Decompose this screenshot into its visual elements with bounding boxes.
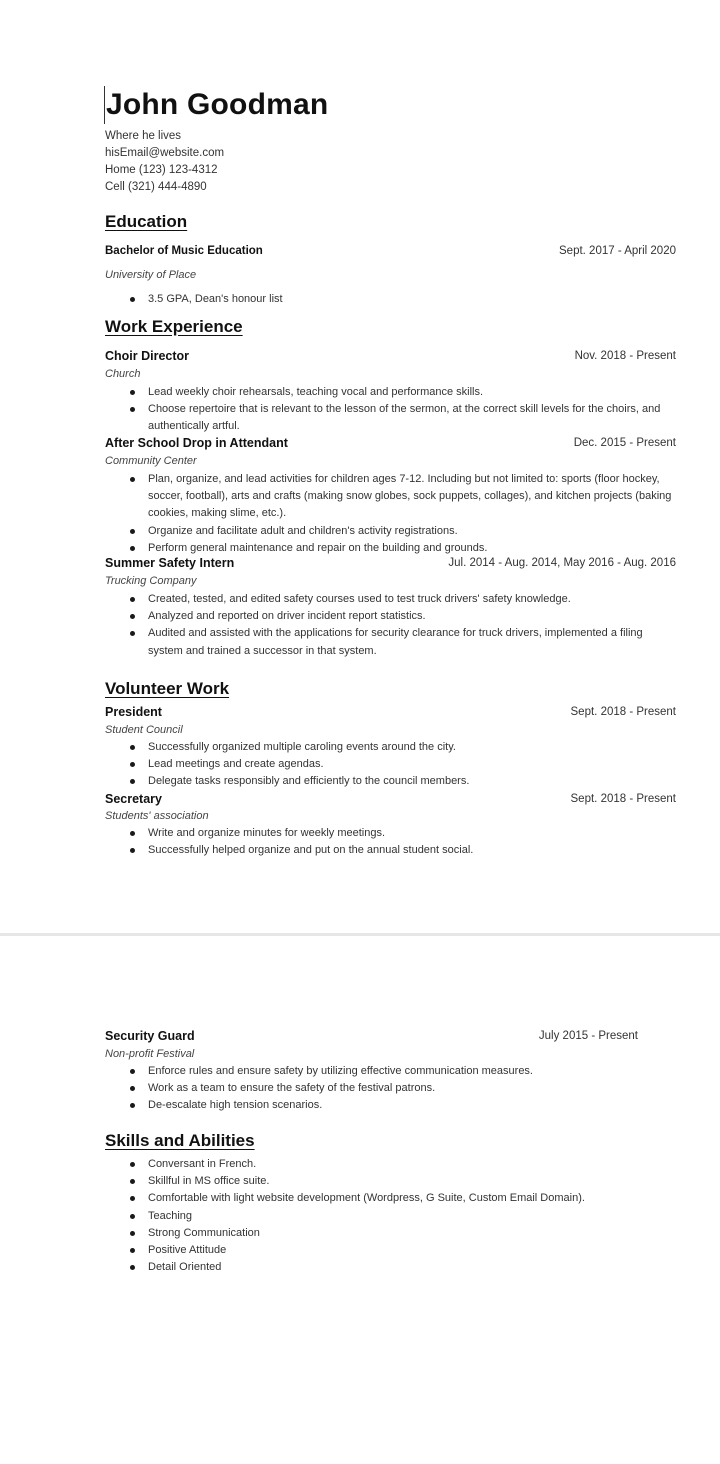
education-school[interactable]: University of Place xyxy=(105,269,197,281)
job-title-summer-safety-intern[interactable]: Summer Safety Intern xyxy=(105,556,235,570)
resume-page-2 xyxy=(0,936,720,1464)
job-org-security-guard[interactable]: Non-profit Festival xyxy=(105,1048,195,1060)
contact-cell-phone[interactable]: Cell (321) 444-4890 xyxy=(105,181,207,193)
skills-bullets xyxy=(128,1156,688,1276)
list-item[interactable]: Analyzed and reported on driver incident report statistics. xyxy=(128,608,658,625)
list-item[interactable]: Lead meetings and create agendas. xyxy=(128,756,676,773)
job-bullets-after-school-attendant xyxy=(128,471,676,557)
section-title-skills[interactable]: Skills and Abilities xyxy=(105,1131,255,1150)
education-dates[interactable]: Sept. 2017 - April 2020 xyxy=(559,245,676,257)
job-org-after-school-attendant[interactable]: Community Center xyxy=(105,455,197,467)
section-title-education[interactable]: Education xyxy=(105,212,188,231)
job-title-president[interactable]: President xyxy=(105,705,162,719)
job-org-secretary[interactable]: Students' association xyxy=(105,810,209,822)
job-dates-summer-safety-intern[interactable]: Jul. 2014 - Aug. 2014, May 2016 - Aug. 2016 xyxy=(448,557,676,569)
job-org-summer-safety-intern[interactable]: Trucking Company xyxy=(105,575,197,587)
education-bullets xyxy=(128,291,283,308)
list-item[interactable]: Enforce rules and ensure safety by utilizing effective communication measures. xyxy=(128,1063,676,1080)
job-bullets-secretary xyxy=(128,825,676,859)
list-item[interactable]: Skillful in MS office suite. xyxy=(128,1173,688,1190)
list-item[interactable]: Organize and facilitate adult and children's activity registrations. xyxy=(128,523,676,540)
list-item[interactable]: Plan, organize, and lead activities for children ages 7-12. Including but not limited to: sports (floor hockey, soccer, football), arts and crafts (making snow globes, sock puppets, collages), and kitchen projects (baking cookies, making slime, etc.). xyxy=(128,471,676,523)
contact-email[interactable]: hisEmail@website.com xyxy=(105,147,225,159)
job-dates-after-school-attendant[interactable]: Dec. 2015 - Present xyxy=(573,437,676,449)
job-title-security-guard[interactable]: Security Guard xyxy=(105,1029,195,1043)
job-bullets-security-guard xyxy=(128,1063,676,1115)
job-bullets-president xyxy=(128,739,676,791)
education-degree[interactable]: Bachelor of Music Education xyxy=(105,245,263,257)
list-item[interactable]: Successfully helped organize and put on the annual student social. xyxy=(128,842,676,859)
list-item[interactable]: Choose repertoire that is relevant to the lesson of the sermon, at the correct skill levels for the choirs, and authentically artful. xyxy=(128,401,676,435)
list-item[interactable]: Created, tested, and edited safety courses used to test truck drivers' safety knowledge. xyxy=(128,591,658,608)
list-item[interactable]: Conversant in French. xyxy=(128,1156,688,1173)
list-item[interactable]: Comfortable with light website development (Wordpress, G Suite, Custom Email Domain). xyxy=(128,1190,688,1207)
job-dates-security-guard[interactable]: July 2015 - Present xyxy=(538,1030,638,1042)
job-org-president[interactable]: Student Council xyxy=(105,724,183,736)
job-bullets-summer-safety-intern xyxy=(128,591,658,660)
list-item[interactable]: Write and organize minutes for weekly meetings. xyxy=(128,825,676,842)
list-item[interactable]: Successfully organized multiple caroling events around the city. xyxy=(128,739,676,756)
job-bullets-choir-director xyxy=(128,384,676,436)
list-item[interactable]: Work as a team to ensure the safety of the festival patrons. xyxy=(128,1080,676,1097)
contact-home-phone[interactable]: Home (123) 123-4312 xyxy=(105,164,218,176)
candidate-name[interactable]: John Goodman xyxy=(106,88,329,121)
list-item[interactable]: Delegate tasks responsibly and efficiently to the council members. xyxy=(128,773,676,790)
section-title-volunteer-work[interactable]: Volunteer Work xyxy=(105,679,230,698)
list-item[interactable]: Positive Attitude xyxy=(128,1242,688,1259)
list-item[interactable]: Strong Communication xyxy=(128,1225,688,1242)
list-item[interactable]: Audited and assisted with the applications for security clearance for truck drivers, implemented a filing system and trained a successor in that system. xyxy=(128,625,658,659)
job-org-choir-director[interactable]: Church xyxy=(105,368,141,380)
section-title-work-experience[interactable]: Work Experience xyxy=(105,317,243,336)
list-item[interactable]: Detail Oriented xyxy=(128,1259,688,1276)
list-item[interactable]: De-escalate high tension scenarios. xyxy=(128,1097,676,1114)
contact-address[interactable]: Where he lives xyxy=(105,130,182,142)
job-title-secretary[interactable]: Secretary xyxy=(105,792,162,806)
job-dates-choir-director[interactable]: Nov. 2018 - Present xyxy=(574,350,676,362)
job-dates-president[interactable]: Sept. 2018 - Present xyxy=(570,706,676,718)
list-item[interactable]: Lead weekly choir rehearsals, teaching vocal and performance skills. xyxy=(128,384,676,401)
text-cursor xyxy=(104,86,105,124)
job-title-choir-director[interactable]: Choir Director xyxy=(105,349,190,363)
list-item[interactable]: 3.5 GPA, Dean's honour list xyxy=(128,291,283,308)
job-title-after-school-attendant[interactable]: After School Drop in Attendant xyxy=(105,436,288,450)
list-item[interactable]: Teaching xyxy=(128,1208,688,1225)
list-item[interactable]: Perform general maintenance and repair on the building and grounds. xyxy=(128,540,676,557)
job-dates-secretary[interactable]: Sept. 2018 - Present xyxy=(570,793,676,805)
